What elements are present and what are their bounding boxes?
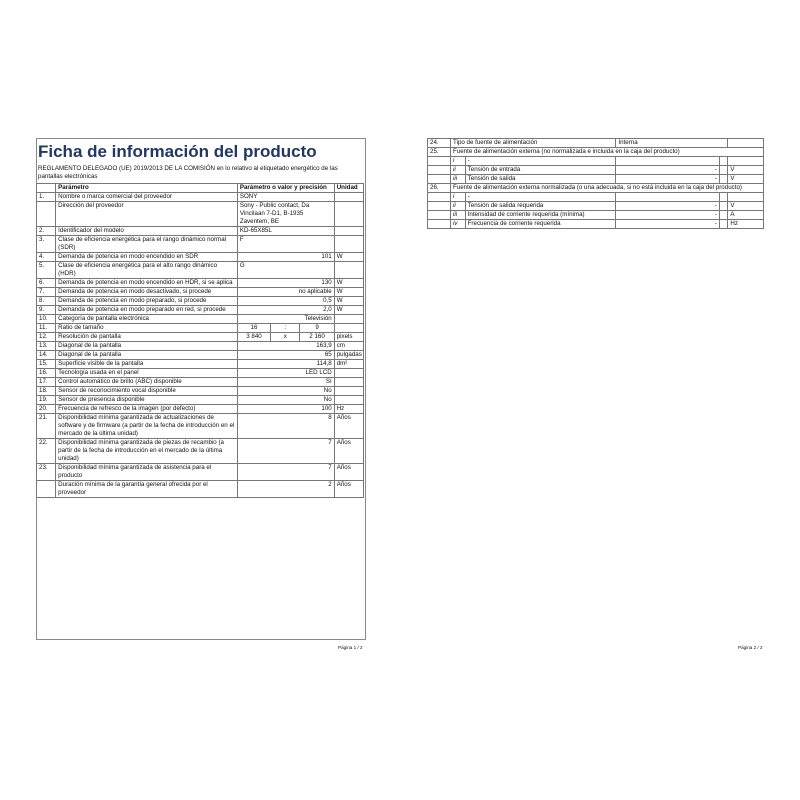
document-subtitle: REGLAMENTO DELEGADO (UE) 2019/2013 DE LA COMISIÓN en lo relativo al etiquetado energético de las pantallas electrónicas: [38, 165, 338, 180]
blank-cell: [428, 157, 451, 166]
row-number: 12.: [37, 333, 56, 342]
parameter-name: Tipo de fuente de alimentación: [451, 139, 616, 148]
parameter-value: 130: [237, 279, 334, 288]
unit: W: [334, 306, 363, 315]
parameter-name: Dirección del proveedor: [56, 202, 238, 227]
table-row: [37, 315, 364, 324]
table-row: [428, 184, 764, 193]
table-row: [37, 481, 364, 498]
sub-row: [428, 166, 764, 175]
sub-row: [428, 211, 764, 220]
parameter-value: 163,9: [237, 342, 334, 351]
row-number: 23.: [37, 464, 56, 481]
parameter-value: 2: [237, 481, 334, 498]
blank-cell: [719, 175, 727, 184]
table-row: [37, 324, 364, 333]
row-number: 11.: [37, 324, 56, 333]
table-row: [37, 306, 364, 315]
sub-parameter: Tensión de salida: [465, 175, 616, 184]
unit: [334, 236, 363, 253]
parameter-name: Diagonal de la pantalla: [56, 351, 238, 360]
row-number: 9.: [37, 306, 56, 315]
row-number: 15.: [37, 360, 56, 369]
sub-value: [616, 193, 720, 202]
table-row: [37, 387, 364, 396]
parameter-value: 8: [237, 414, 334, 439]
parameter-name: Disponibilidad mínima garantizada de piezas de recambio (a partir de la fecha de introducción en el mercado de la última unidad): [56, 439, 238, 464]
value-part-1: 3 840: [237, 333, 270, 342]
unit: Hz: [334, 405, 363, 414]
unit: [728, 139, 764, 148]
row-number: 7.: [37, 288, 56, 297]
table-row: [37, 360, 364, 369]
blank-cell: [428, 175, 451, 184]
sub-value: -: [616, 175, 720, 184]
row-number: 3.: [37, 236, 56, 253]
unit: Años: [334, 481, 363, 498]
blank-cell: [428, 166, 451, 175]
table-row: [37, 369, 364, 378]
unit: [334, 369, 363, 378]
roman-index: iii: [451, 175, 466, 184]
parameter-name: Tecnología usada en el panel: [56, 369, 238, 378]
parameter-value: 7: [237, 439, 334, 464]
parameter-name: Fuente de alimentación externa (no normalizada e incluida en la caja del producto): [451, 148, 764, 157]
unit: [334, 202, 363, 227]
row-number: 19.: [37, 396, 56, 405]
document-title: Ficha de información del producto: [38, 142, 317, 161]
unit: [728, 193, 764, 202]
table-row: [37, 414, 364, 439]
roman-index: ii: [451, 202, 466, 211]
unit: [334, 193, 363, 202]
sub-parameter: Tensión de entrada: [465, 166, 616, 175]
table-row: [37, 378, 364, 387]
parameter-name: Demanda de potencia en modo desactivado, si procede: [56, 288, 238, 297]
row-number: 1.: [37, 193, 56, 202]
power-supply-table: [427, 138, 764, 229]
sub-parameter: Tensión de salida requerida: [465, 202, 616, 211]
parameter-value: Sí: [237, 378, 334, 387]
blank-cell: [428, 220, 451, 229]
parameter-value: 7: [237, 464, 334, 481]
parameter-value: 65: [237, 351, 334, 360]
header-value: Parámetro o valor y precisión: [237, 184, 334, 193]
table-row: [37, 342, 364, 351]
row-number: 17.: [37, 378, 56, 387]
row-number: 14.: [37, 351, 56, 360]
blank-cell: [719, 157, 727, 166]
parameter-name: Clase de eficiencia energética para el alto rango dinámico (HDR): [56, 262, 238, 279]
sub-value: -: [616, 211, 720, 220]
unit: Años: [334, 464, 363, 481]
parameter-name: Demanda de potencia en modo preparado en red, si procede: [56, 306, 238, 315]
row-number: 13.: [37, 342, 56, 351]
unit: Años: [334, 414, 363, 439]
sub-row: [428, 157, 764, 166]
blank-cell: [719, 211, 727, 220]
unit: W: [334, 253, 363, 262]
parameter-name: Control automático de brillo (ABC) disponible: [56, 378, 238, 387]
header-param: Parámetro: [56, 184, 238, 193]
parameter-name: Fuente de alimentación externa normalizada (o una adecuada, si no está incluida en la caja del producto): [451, 184, 764, 193]
parameter-value: no aplicable: [237, 288, 334, 297]
parameter-name: Sensor de reconocimiento vocal disponible: [56, 387, 238, 396]
parameter-name: Identificador del modelo: [56, 227, 238, 236]
unit: [728, 157, 764, 166]
blank-cell: [719, 166, 727, 175]
sub-parameter: Intensidad de corriente requerida (mínima): [465, 211, 616, 220]
row-number: 22.: [37, 439, 56, 464]
row-number: 18.: [37, 387, 56, 396]
unit: Hz: [728, 220, 764, 229]
parameter-name: Ratio de tamaño: [56, 324, 238, 333]
value-part-2: 9: [300, 324, 334, 333]
sub-row: [428, 202, 764, 211]
parameter-value: KD-65X85L: [237, 227, 334, 236]
parameter-name: Demanda de potencia en modo encendido en HDR, si se aplica: [56, 279, 238, 288]
blank-cell: [428, 202, 451, 211]
parameter-name: Sensor de presencia disponible: [56, 396, 238, 405]
page-number-1: Página 1 / 2: [338, 645, 363, 650]
page-number-2: Página 2 / 2: [738, 645, 763, 650]
row-number: [37, 202, 56, 227]
unit: Años: [334, 439, 363, 464]
parameter-value: Televisión: [237, 315, 334, 324]
value-part-2: 2 160: [300, 333, 334, 342]
parameter-name: Resolución de pantalla: [56, 333, 238, 342]
sub-row: [428, 175, 764, 184]
row-number: 25.: [428, 148, 451, 157]
parameter-name: Diagonal de la pantalla: [56, 342, 238, 351]
row-number: 4.: [37, 253, 56, 262]
row-number: 8.: [37, 297, 56, 306]
unit: [334, 324, 363, 333]
blank-cell: [719, 193, 727, 202]
unit: W: [334, 288, 363, 297]
table-row: [37, 253, 364, 262]
unit: A: [728, 211, 764, 220]
blank-cell: [719, 202, 727, 211]
table-row: [37, 202, 364, 227]
parameter-value: 2,0: [237, 306, 334, 315]
parameter-value: SONY: [237, 193, 334, 202]
parameter-value: No: [237, 387, 334, 396]
sub-row: [428, 193, 764, 202]
parameter-name: Frecuencia de refresco de la imagen (por defecto): [56, 405, 238, 414]
unit: pixels: [334, 333, 363, 342]
row-number: 21.: [37, 414, 56, 439]
value-separator: x: [271, 333, 300, 342]
parameter-name: Superficie visible de la pantalla: [56, 360, 238, 369]
roman-index: ii: [451, 166, 466, 175]
unit: [334, 378, 363, 387]
sub-value: [616, 157, 720, 166]
unit: [334, 262, 363, 279]
parameter-value: 101: [237, 253, 334, 262]
table-row: [37, 279, 364, 288]
parameter-name: Demanda de potencia en modo encendido en SDR: [56, 253, 238, 262]
unit: V: [728, 202, 764, 211]
parameter-value: Sony - Public contact, Da Vincilaan 7-D1, B-1935 Zaventem, BE: [237, 202, 334, 227]
table-row: [37, 288, 364, 297]
table-header-row: [37, 184, 364, 193]
unit: pulgadas: [334, 351, 363, 360]
row-number: 16.: [37, 369, 56, 378]
roman-index: i: [451, 157, 466, 166]
row-number: 6.: [37, 279, 56, 288]
table-row: [37, 439, 364, 464]
sub-value: -: [616, 202, 720, 211]
roman-index: i: [451, 193, 466, 202]
parameter-value: 114,8: [237, 360, 334, 369]
table-row: [37, 464, 364, 481]
blank-cell: [428, 211, 451, 220]
sub-parameter: -: [465, 193, 616, 202]
row-number: 24.: [428, 139, 451, 148]
row-number: 5.: [37, 262, 56, 279]
unit: cm: [334, 342, 363, 351]
row-number: 20.: [37, 405, 56, 414]
product-info-table: [36, 183, 364, 498]
parameter-value: Interna: [616, 139, 728, 148]
parameter-value: 0,5: [237, 297, 334, 306]
unit: [334, 396, 363, 405]
header-unit: Unidad: [334, 184, 363, 193]
value-separator: :: [271, 324, 300, 333]
sub-parameter: Frecuencia de corriente requerida: [465, 220, 616, 229]
page-1: [36, 138, 364, 498]
unit: V: [728, 175, 764, 184]
sub-row: [428, 220, 764, 229]
table-row: [37, 297, 364, 306]
sub-value: -: [616, 166, 720, 175]
parameter-name: Nombre o marca comercial del proveedor: [56, 193, 238, 202]
table-row: [428, 148, 764, 157]
unit: [334, 387, 363, 396]
row-number: 2.: [37, 227, 56, 236]
table-row: [37, 227, 364, 236]
parameter-name: Categoría de pantalla electrónica: [56, 315, 238, 324]
value-part-1: 16: [237, 324, 270, 333]
table-row: [428, 139, 764, 148]
row-number: 26.: [428, 184, 451, 193]
sub-parameter: -: [465, 157, 616, 166]
blank-cell: [719, 220, 727, 229]
parameter-value: G: [237, 262, 334, 279]
parameter-name: Duración mínima de la garantía general ofrecida por el proveedor: [56, 481, 238, 498]
unit: [334, 315, 363, 324]
parameter-name: Clase de eficiencia energética para el rango dinámico normal (SDR): [56, 236, 238, 253]
parameter-name: Demanda de potencia en modo preparado, si procede: [56, 297, 238, 306]
table-row: [37, 262, 364, 279]
unit: dm²: [334, 360, 363, 369]
table-row: [37, 193, 364, 202]
unit: W: [334, 279, 363, 288]
table-row: [37, 405, 364, 414]
unit: W: [334, 297, 363, 306]
roman-index: iv: [451, 220, 466, 229]
page-2: [427, 138, 764, 229]
row-number: [37, 481, 56, 498]
blank-cell: [428, 193, 451, 202]
row-number: 10.: [37, 315, 56, 324]
parameter-name: Disponibilidad mínima garantizada de asistencia para el producto: [56, 464, 238, 481]
parameter-name: Disponibilidad mínima garantizada de actualizaciones de software y de firmware (a partir de la fecha de introducción en el mercado de la última unidad): [56, 414, 238, 439]
unit: V: [728, 166, 764, 175]
parameter-value: No: [237, 396, 334, 405]
table-row: [37, 396, 364, 405]
table-row: [37, 351, 364, 360]
sub-value: -: [616, 220, 720, 229]
parameter-value: 100: [237, 405, 334, 414]
parameter-value: F: [237, 236, 334, 253]
table-row: [37, 236, 364, 253]
roman-index: iii: [451, 211, 466, 220]
unit: [334, 227, 363, 236]
parameter-value: LED LCD: [237, 369, 334, 378]
table-row: [37, 333, 364, 342]
